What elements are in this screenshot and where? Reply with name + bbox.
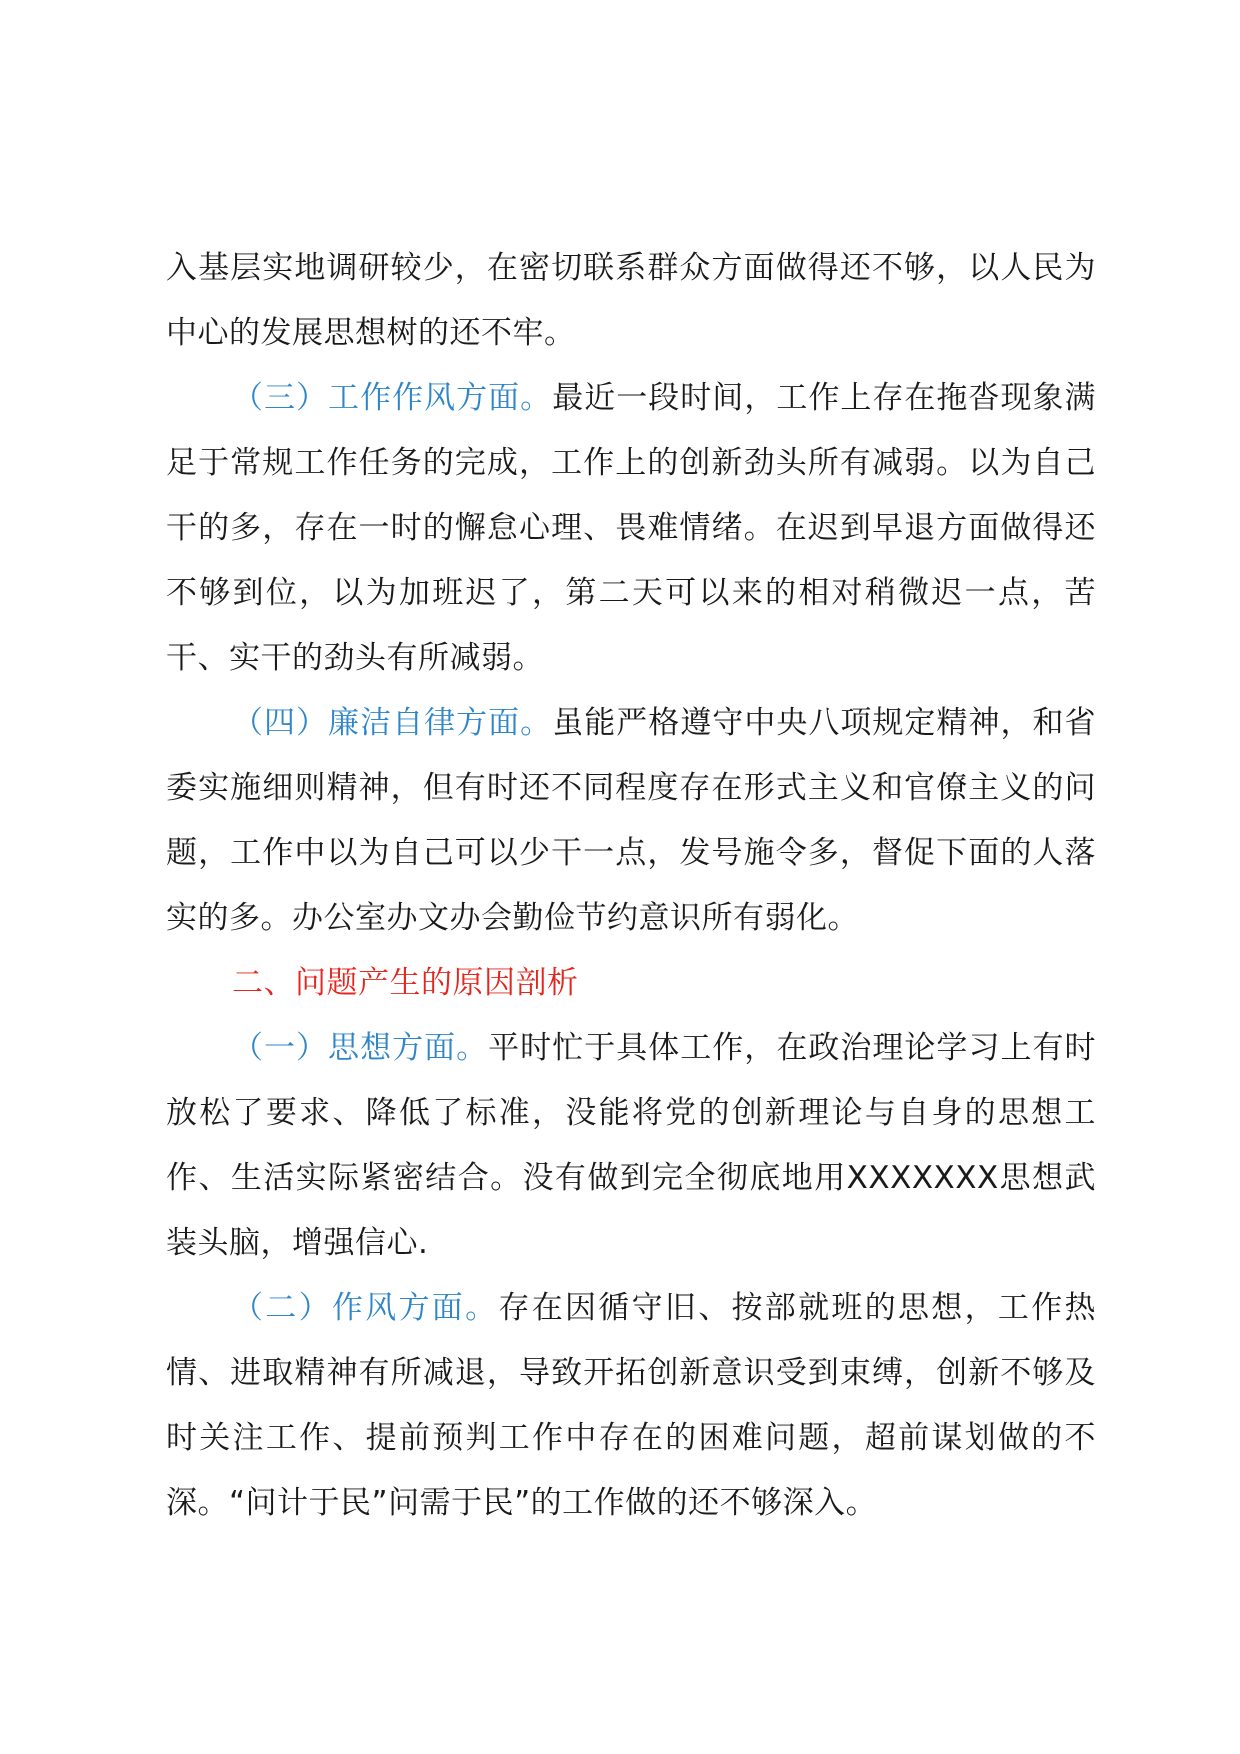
subheading-thinking: （一）思想方面。 [232,1030,489,1066]
paragraph-thinking [166,1016,1096,1276]
paragraph-work-style [166,366,1096,691]
section-heading-cause-analysis: 二、问题产生的原因剖析 [232,965,579,1001]
subheading-integrity: （四）廉洁自律方面。 [232,705,553,741]
paragraph-text: 入基层实地调研较少，在密切联系群众方面做得还不够，以人民为中心的发展思想树的还不牢。 [166,250,1096,351]
paragraph-text: 平时忙于具体工作，在政治理论学习上有时放松了要求、降低了标准，没能将党的创新理论与自身的思想工作、生活实际紧密结合。没有做到完全彻底地用XXXXXXX思想武装头脑，增强信心. [166,1030,1097,1261]
subheading-style: （二）作风方面。 [232,1290,499,1326]
paragraph-continuation [166,236,1096,366]
subheading-work-style: （三）工作作风方面。 [232,380,553,416]
paragraph-text: 存在因循守旧、按部就班的思想，工作热情、进取精神有所减退，导致开拓创新意识受到束缚，创新不够及时关注工作、提前预判工作中存在的困难问题，超前谋划做的不深。“问计于民”问需于民”的工作做的还不够深入。 [166,1290,1097,1521]
paragraph-style [166,1276,1096,1536]
paragraph-integrity [166,691,1096,951]
paragraph-text: 虽能严格遵守中央八项规定精神，和省委实施细则精神，但有时还不同程度存在形式主义和官僚主义的问题，工作中以为自己可以少干一点，发号施令多，督促下面的人落实的多。办公室办文办会勤俭节约意识所有弱化。 [166,705,1097,936]
paragraph-text: 最近一段时间，工作上存在拖沓现象满足于常规工作任务的完成，工作上的创新劲头所有减弱。以为自己干的多，存在一时的懈怠心理、畏难情绪。在迟到早退方面做得还不够到位，以为加班迟了，第二天可以来的相对稍微迟一点，苦干、实干的劲头有所减弱。 [166,380,1097,676]
document-page [166,236,1096,1536]
